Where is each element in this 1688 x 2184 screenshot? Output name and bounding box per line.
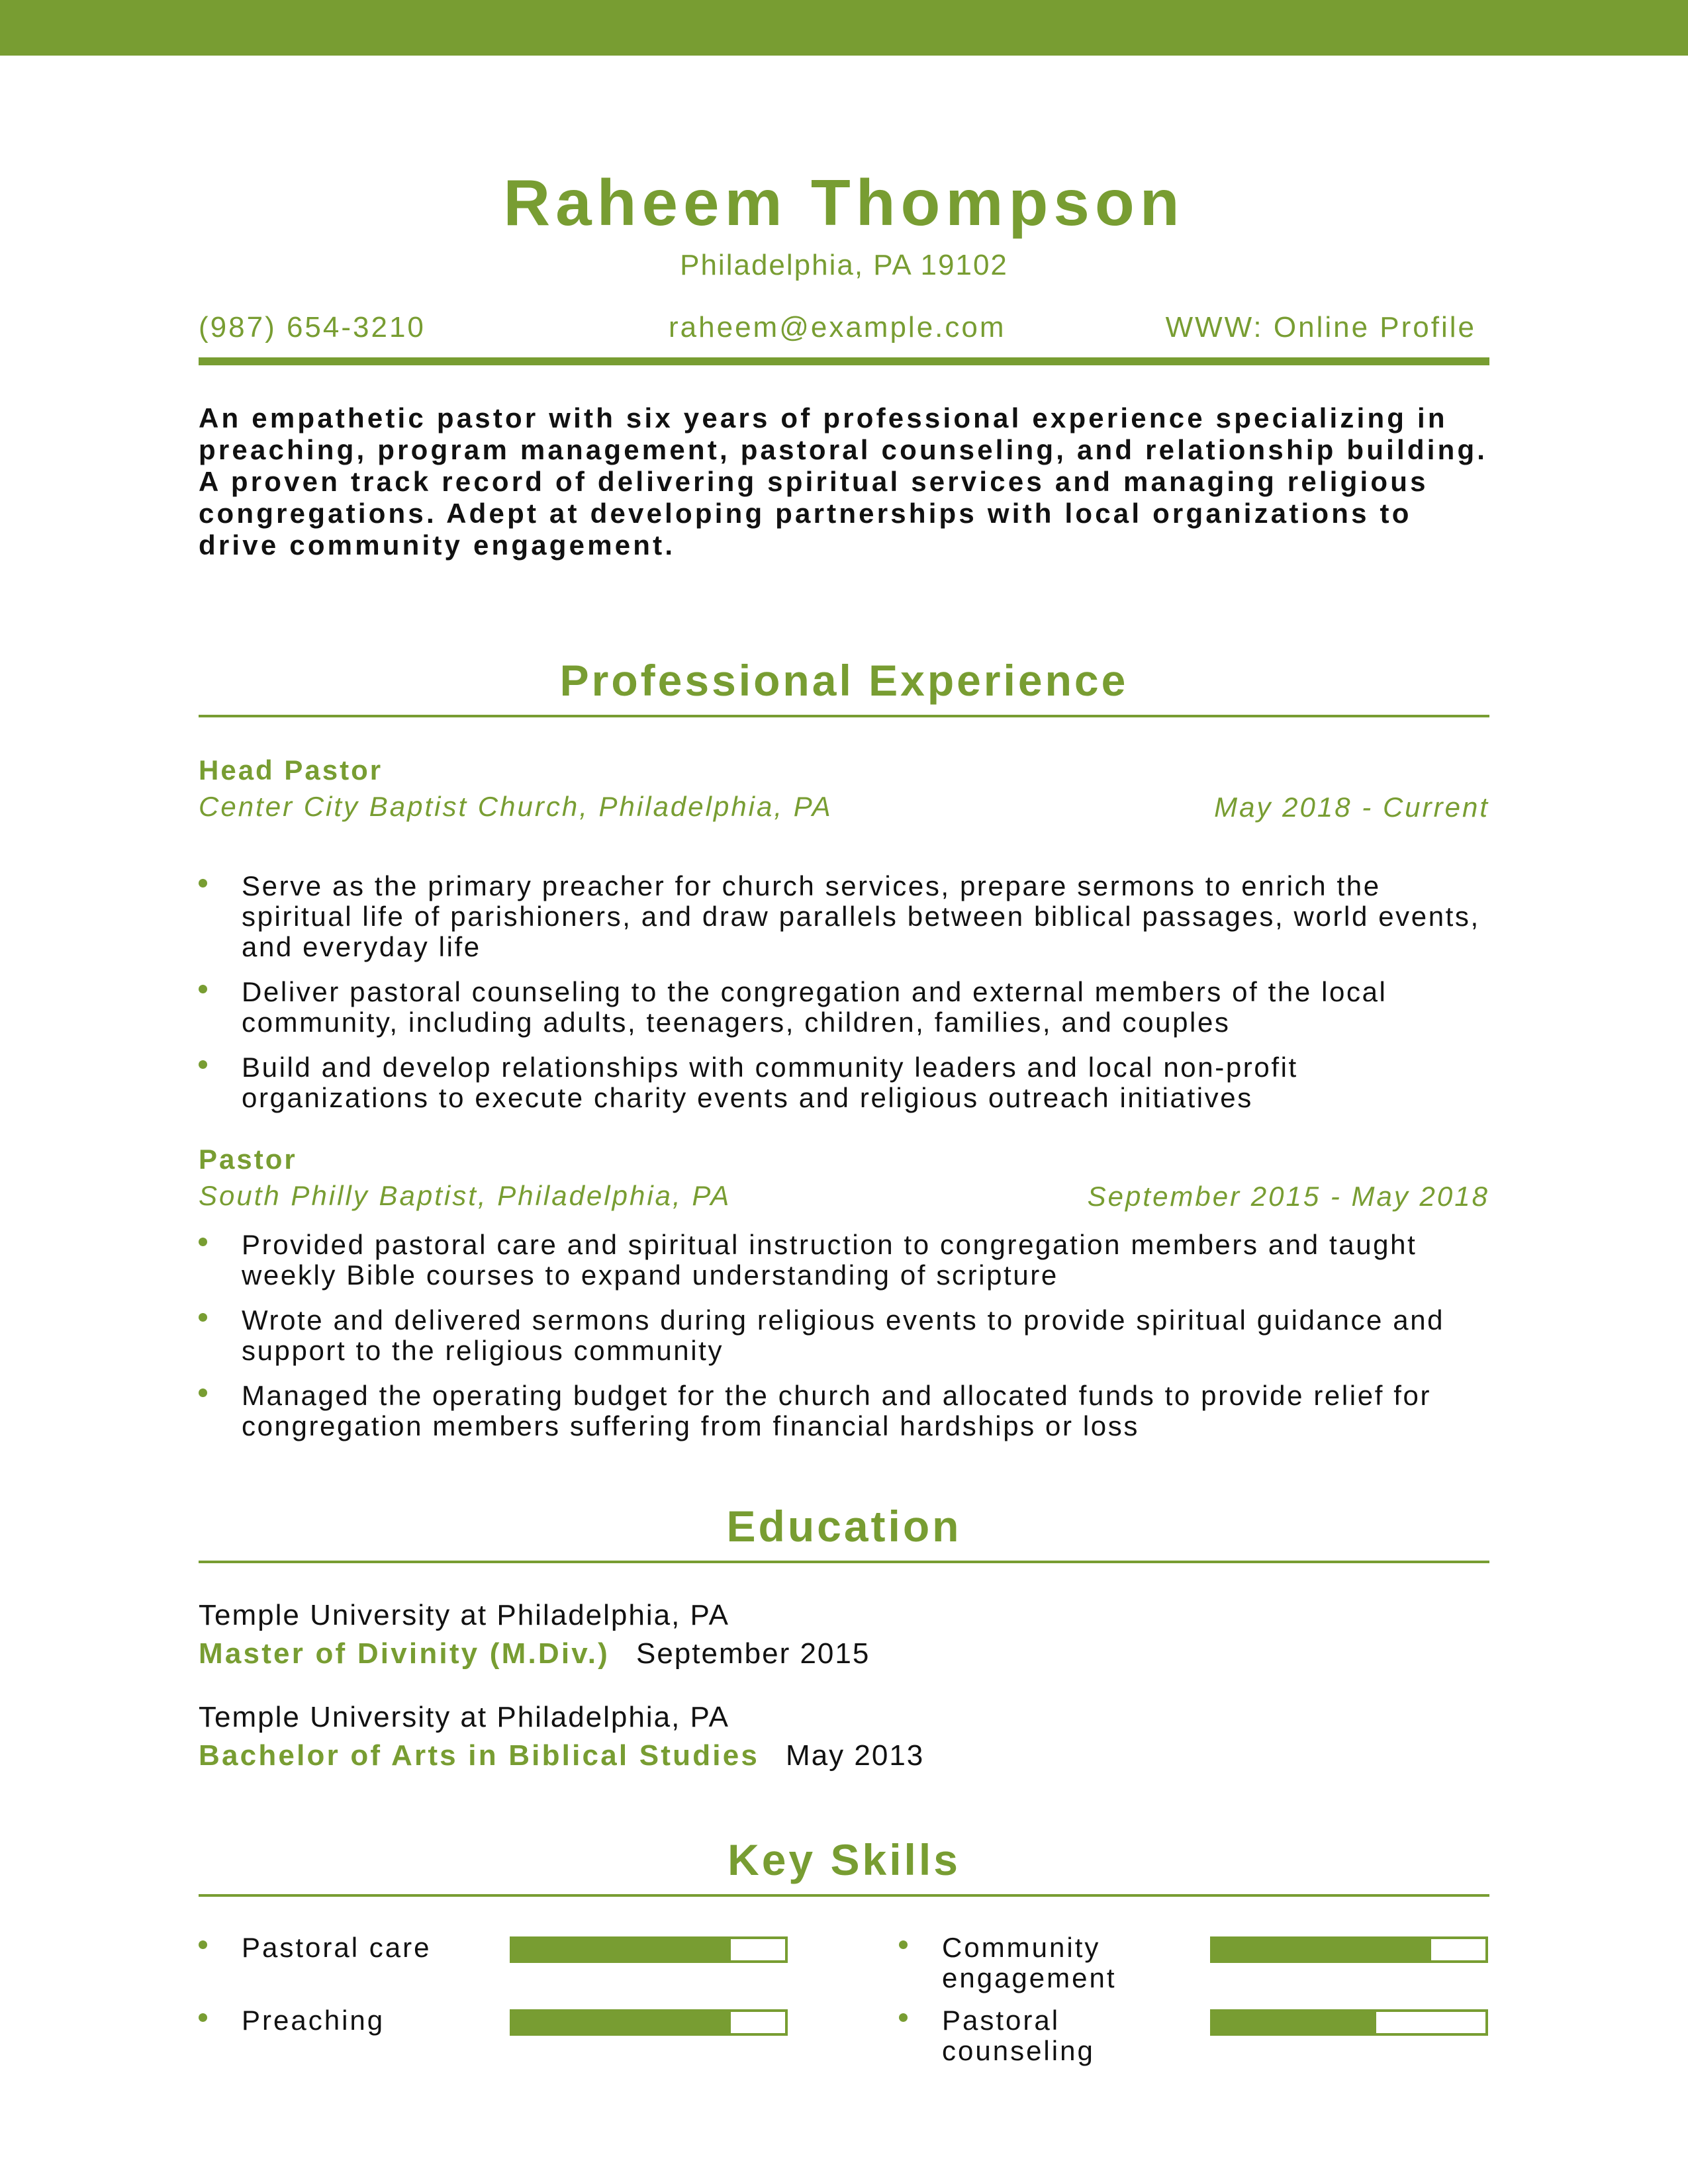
job-dates: May 2018 - Current	[1214, 792, 1489, 823]
website-link[interactable]: WWW: Online Profile	[1165, 311, 1476, 343]
bullet-icon	[199, 1313, 207, 1322]
list-item	[199, 1052, 1489, 1113]
skill-name: Pastoral care	[242, 1932, 432, 1963]
bullet-icon	[199, 1238, 207, 1246]
skill-item	[199, 1933, 794, 2005]
education-degree-line	[199, 1739, 924, 1772]
bullet-icon	[899, 2013, 908, 2022]
education-date: September 2015	[635, 1637, 870, 1670]
job-company: Center City Baptist Church, Philadelphia, PA	[199, 791, 833, 822]
education-degree: Bachelor of Arts in Biblical Studies	[199, 1739, 760, 1772]
bullet-text: Provided pastoral care and spiritual instruction to congregation members and taught weekly Bible courses to expand understanding of scripture	[242, 1229, 1417, 1291]
professional-summary: An empathetic pastor with six years of professional experience specializing in preaching, program management, pastoral counseling, and relationship building. A proven track record of delivering spiritual services and managing religious congregations. Adept at developing partnerships with local organizations to drive community engagement.	[199, 402, 1488, 561]
bullet-icon	[199, 879, 207, 887]
list-item	[199, 1305, 1489, 1366]
education-school: Temple University at Philadelphia, PA	[199, 1701, 729, 1733]
bullet-icon	[199, 1060, 207, 1069]
bullet-text: Managed the operating budget for the church and allocated funds to provide relief for congregation members suffering from financial hardships or loss	[242, 1380, 1432, 1441]
experience-heading: Professional Experience	[559, 656, 1129, 705]
bullet-text: Deliver pastoral counseling to the congregation and external members of the local community, including adults, teenagers, children, families, and couples	[242, 976, 1387, 1038]
list-item	[199, 977, 1489, 1038]
skill-name: Preaching	[242, 2005, 385, 2036]
job-title: Pastor	[199, 1144, 297, 1175]
bullet-icon	[199, 1388, 207, 1397]
skill-level-fill	[1213, 1939, 1431, 1960]
contact-row	[199, 311, 1489, 351]
skill-name: Pastoral counseling	[942, 2005, 1095, 2066]
top-accent-bar	[0, 0, 1688, 56]
job-bullets	[199, 871, 1489, 1128]
skill-item	[199, 2005, 794, 2078]
education-degree: Master of Divinity (M.Div.)	[199, 1637, 610, 1670]
bullet-icon	[199, 985, 207, 993]
bullet-icon	[899, 1940, 908, 1949]
list-item	[199, 1230, 1489, 1291]
candidate-address: Philadelphia, PA 19102	[680, 249, 1008, 281]
list-item	[199, 1381, 1489, 1441]
email-link[interactable]: raheem@example.com	[669, 311, 1006, 343]
header-divider	[199, 357, 1489, 365]
job-title: Head Pastor	[199, 754, 383, 786]
experience-divider	[199, 715, 1489, 717]
job-company: South Philly Baptist, Philadelphia, PA	[199, 1180, 731, 1211]
education-school: Temple University at Philadelphia, PA	[199, 1599, 729, 1631]
bullet-text: Build and develop relationships with community leaders and local non-profit organizations to execute charity events and religious outreach initiatives	[242, 1052, 1298, 1113]
education-divider	[199, 1561, 1489, 1563]
skills-divider	[199, 1894, 1489, 1897]
job-dates: September 2015 - May 2018	[1087, 1181, 1489, 1212]
skill-level-fill	[512, 2012, 731, 2033]
skills-heading: Key Skills	[727, 1835, 961, 1884]
phone-number: (987) 654-3210	[199, 311, 426, 343]
bullet-icon	[199, 1940, 207, 1949]
education-heading: Education	[726, 1502, 962, 1551]
skill-level-bar	[510, 2009, 788, 2036]
bullet-text: Wrote and delivered sermons during religious events to provide spiritual guidance and support to the religious community	[242, 1304, 1445, 1366]
bullet-text: Serve as the primary preacher for church services, prepare sermons to enrich the spiritual life of parishioners, and draw parallels between biblical passages, world events, and everyday life	[242, 870, 1480, 962]
education-date: May 2013	[786, 1739, 925, 1772]
education-degree-line	[199, 1637, 870, 1670]
skill-level-bar	[1210, 1936, 1488, 1963]
bullet-icon	[199, 2013, 207, 2022]
list-item	[199, 871, 1489, 962]
skill-name: Community engagement	[942, 1932, 1117, 1993]
skill-level-fill	[1213, 2012, 1376, 2033]
skill-level-bar	[1210, 2009, 1488, 2036]
skill-item	[899, 2005, 1495, 2078]
skill-level-fill	[512, 1939, 731, 1960]
skill-item	[899, 1933, 1495, 2005]
skill-level-bar	[510, 1936, 788, 1963]
candidate-name: Raheem Thompson	[503, 166, 1185, 239]
job-bullets	[199, 1230, 1489, 1456]
